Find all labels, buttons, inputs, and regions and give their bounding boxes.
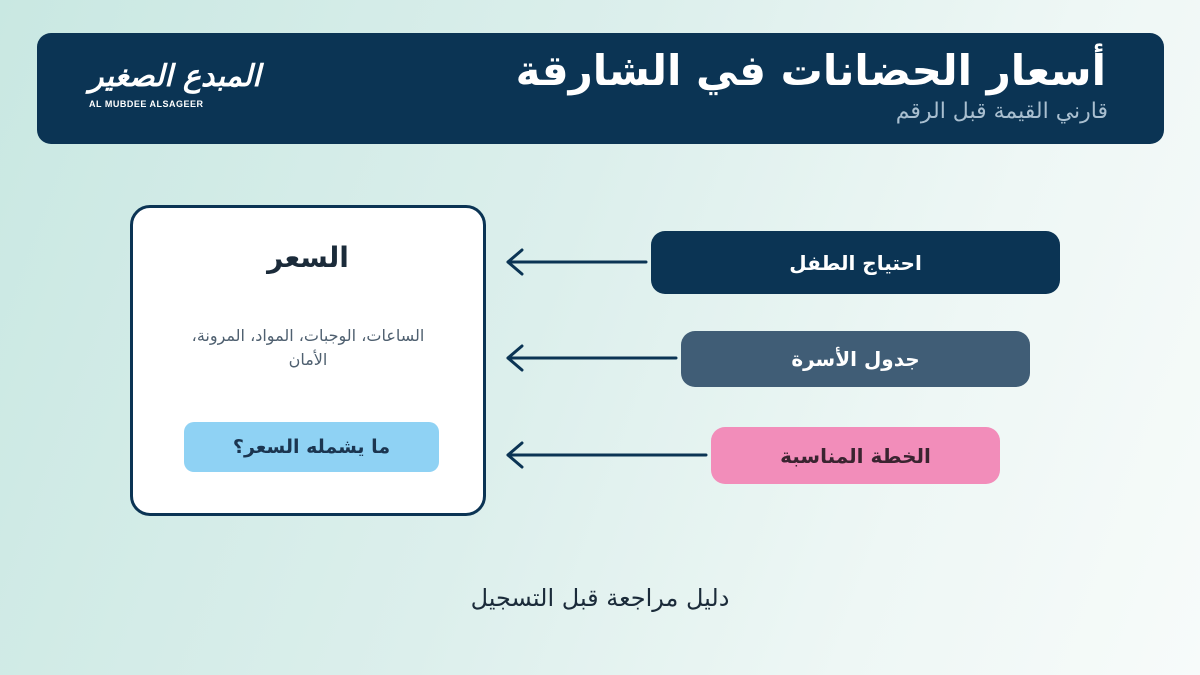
page-subtitle: قارني القيمة قبل الرقم <box>895 99 1108 124</box>
factor-child-need: احتياج الطفل <box>651 231 1060 294</box>
price-question-pill: ما يشمله السعر؟ <box>184 422 439 472</box>
factor-family-schedule: جدول الأسرة <box>681 331 1030 387</box>
header-banner <box>37 33 1164 144</box>
page-title: أسعار الحضانات في الشارقة <box>515 46 1106 95</box>
price-description: الساعات، الوجبات، المواد، المرونة، الأمان <box>191 326 425 369</box>
factor-suitable-plan: الخطة المناسبة <box>711 427 1000 484</box>
arrow-family-schedule <box>508 346 676 370</box>
arrow-suitable-plan <box>508 443 706 467</box>
footer-caption: دليل مراجعة قبل التسجيل <box>470 584 730 612</box>
price-title: السعر <box>267 241 349 274</box>
arrow-child-need <box>508 250 646 274</box>
logo-arabic-text: المبدع الصغير <box>89 59 261 94</box>
logo-latin-text: AL MUBDEE ALSAGEER <box>89 99 204 109</box>
logo <box>65 55 261 123</box>
price-box <box>130 205 486 516</box>
